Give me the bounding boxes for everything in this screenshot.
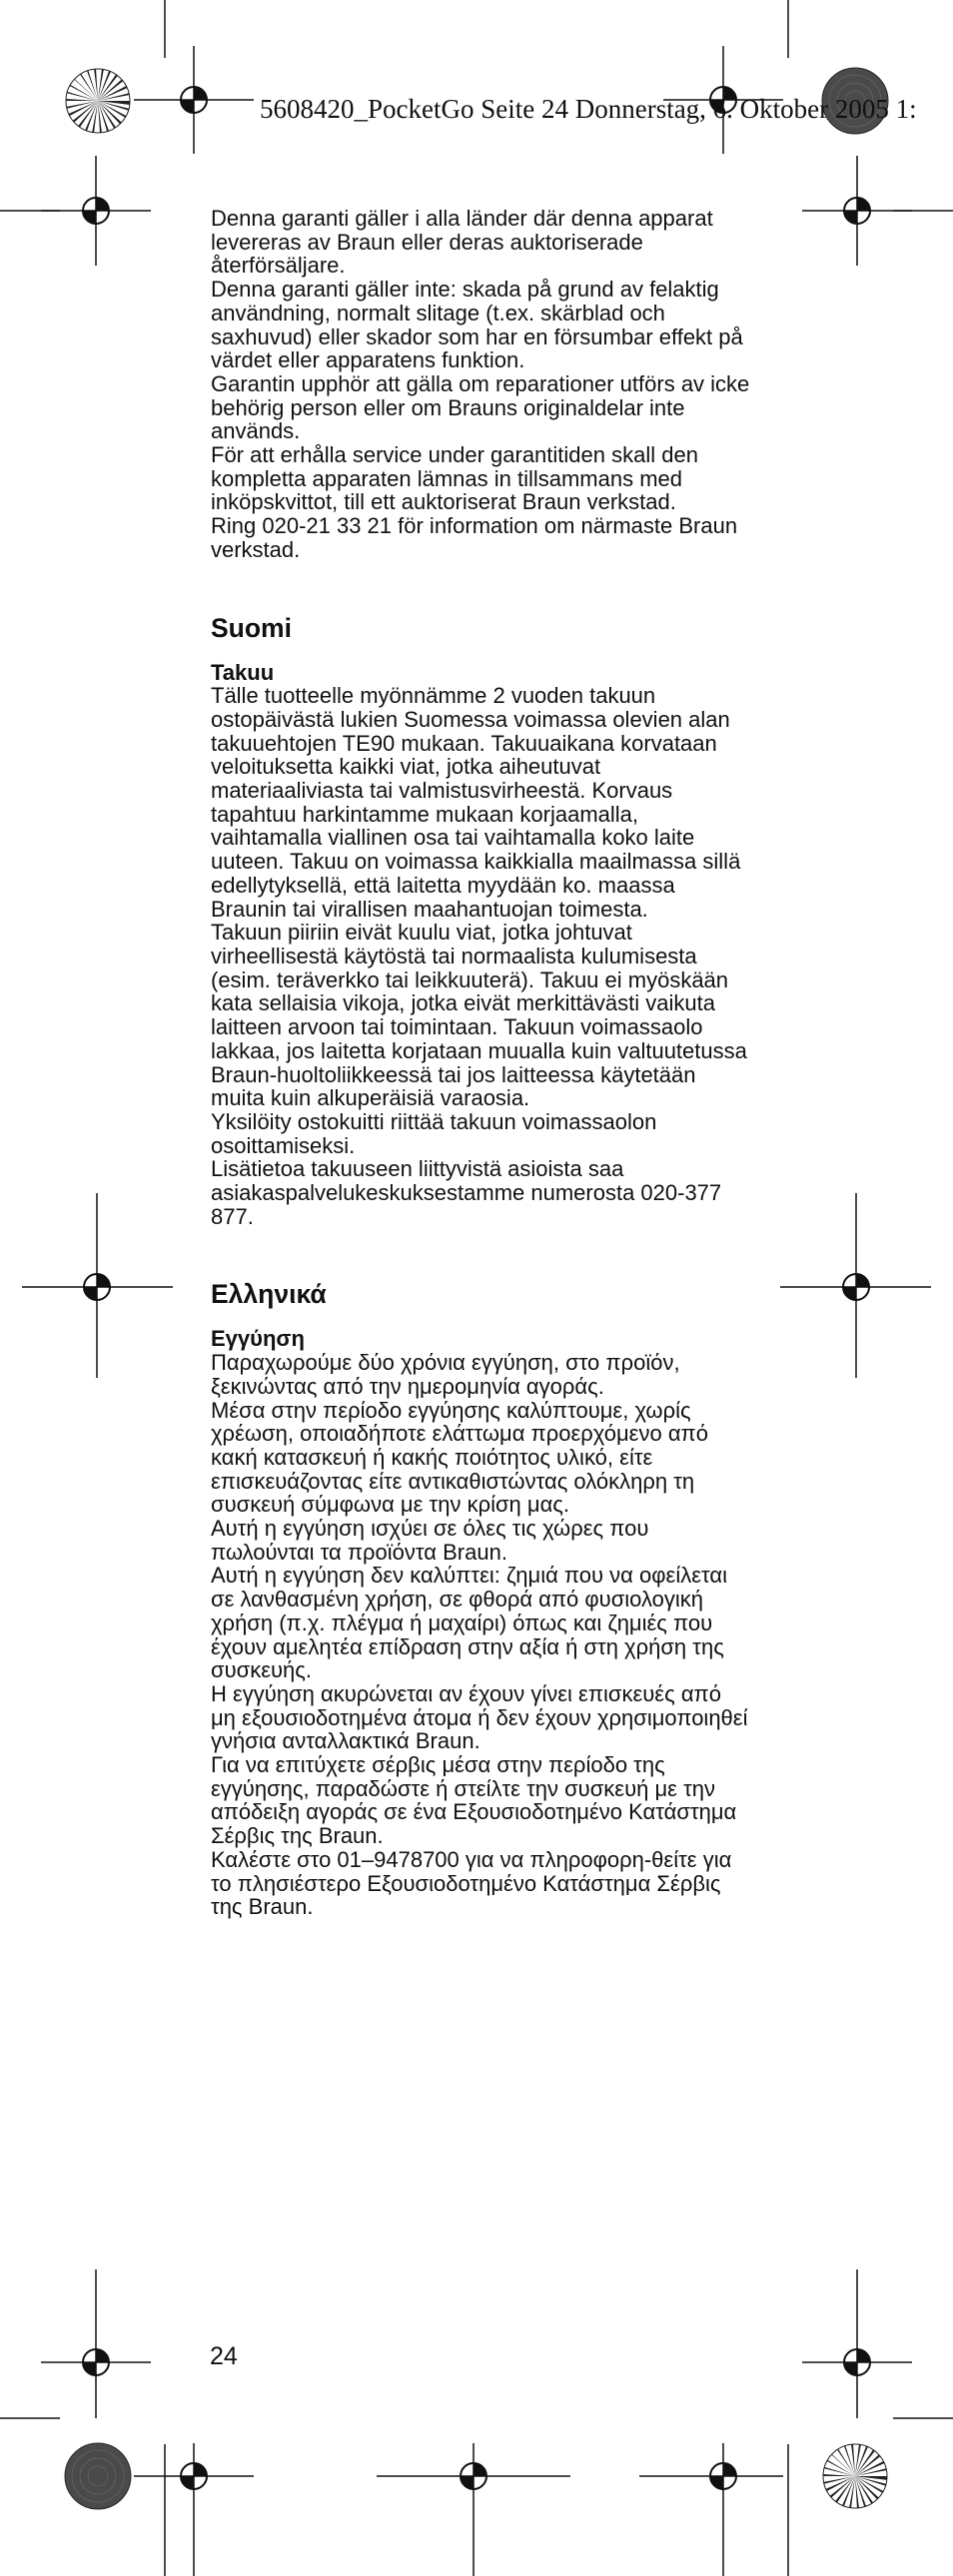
paragraph: Denna garanti gäller i alla länder där denna apparat levereras av Braun eller deras auktoriserade återförsäljare. bbox=[211, 206, 713, 279]
warranty-text-column bbox=[211, 207, 750, 1919]
subheading-warranty-finnish: Takuu bbox=[211, 659, 275, 685]
paragraph: För att erhålla service under garantitiden skall den kompletta apparaten lämnas in tillsammans med inköpskvittot, till ett auktoriserat Braun verkstad. bbox=[211, 442, 698, 515]
paragraph: Lisätietoa takuuseen liittyvistä asioista saa asiakaspalvelukeskuksestamme numerosta 020-377 877. bbox=[211, 1156, 722, 1229]
paragraph: Tälle tuotteelle myönnämme 2 vuoden takuun ostopäivästä lukien Suomessa voimassa olevien alan takuuehtojen TE90 mukaan. Takuuaikana korvataan veloituksetta kaikki viat, jotka aiheutuvat materiaaliviasta tai valmistusvirheestä. Korvaus tapahtuu harkintamme mukaan korjaamalla, vaihtamalla viallinen osa tai vaihtamalla koko laite uuteen. Takuu on voimassa kaikkialla maailmassa sillä edellytyksellä, että laitetta myydään ko. maassa Braunin tai virallisen maahantuojan toimesta. bbox=[211, 683, 741, 922]
subheading-warranty-greek: Εγγύηση bbox=[211, 1326, 305, 1352]
paragraph: Garantin upphör att gälla om reparationer utförs av icke behörig person eller om Brauns originaldelar inte används. bbox=[211, 370, 750, 444]
paragraph: Καλέστε στο 01–9478700 για να πληροφορη-θείτε για το πλησιέστερο Εξουσιοδοτημένο Κατάστημα Σέρβις της Braun. bbox=[211, 1846, 732, 1920]
paragraph: Η εγγύηση ακυρώνεται αν έχουν γίνει επισκευές από μη εξουσιοδοτημένα άτομα ή δεν έχουν χρησιμοποιηθεί γνήσια ανταλλακτικά Braun. bbox=[211, 1680, 748, 1754]
swedish-section bbox=[211, 207, 750, 562]
finnish-section bbox=[211, 613, 750, 1229]
section-heading-finnish: Suomi bbox=[211, 612, 292, 643]
spacer bbox=[211, 1228, 750, 1279]
paragraph: Αυτή η εγγύηση ισχύει σε όλες τις χώρες που πωλούνται τα προϊόντα Braun. bbox=[211, 1516, 649, 1565]
paragraph: Για να επιτύχετε σέρβις μέσα στην περίοδο της εγγύησης, παραδώστε ή στείλτε την συσκευή με την απόδειξη αγοράς σε ένα Εξουσιοδοτημένο Κατάστημα Σέρβις της Braun. bbox=[211, 1752, 737, 1849]
paragraph: Ring 020-21 33 21 för information om närmaste Braun verkstad. bbox=[211, 513, 738, 562]
page-number: 24 bbox=[210, 2342, 238, 2370]
spacer bbox=[211, 562, 750, 613]
greek-section bbox=[211, 1279, 750, 1919]
paragraph: Παραχωρούμε δύο χρόνια εγγύηση, στο προϊόν, ξεκινώντας από την ημερομηνία αγοράς. bbox=[211, 1350, 680, 1399]
paragraph: Μέσα στην περίοδο εγγύησης καλύπτουμε, χωρίς χρέωση, οποιαδήποτε ελάττωμα προερχόμενο από κακή κατασκευή ή κακής ποιότητος υλικό, είτε επισκευάζοντας είτε αντικαθιστώντας ολόκληρη τη συσκευή σύμφωνα με την κρίση μας. bbox=[211, 1397, 708, 1518]
section-heading-greek: Ελληνικά bbox=[211, 1279, 327, 1310]
paragraph: Takuun piiriin eivät kuulu viat, jotka johtuvat virheellisestä käytöstä tai normaalista kulumisesta (esim. teräverkko tai leikkuuterä). Takuu ei myöskään kata sellaisia vikoja, jotka eivät merkittävästi vaikuta laitteen arvoon tai toimintaan. Takuun voimassaolo lakkaa, jos laitetta korjataan muualla kuin valtuutetussa Braun-huoltoliikkeessä tai jos laitteessa käytetään muita kuin alkuperäisiä varaosia. bbox=[211, 920, 747, 1111]
print-slug-header: 5608420_PocketGo Seite 24 Donnerstag, 6. Oktober 2005 1: bbox=[260, 94, 917, 124]
paragraph: Denna garanti gäller inte: skada på grund av felaktig användning, normalt slitage (t.ex. skärblad och saxhuvud) eller skador som har en försumbar effekt på värdet eller apparatens funktion. bbox=[211, 277, 743, 373]
paragraph: Yksilöity ostokuitti riittää takuun voimassaolon osoittamiseksi. bbox=[211, 1108, 657, 1158]
paragraph: Αυτή η εγγύηση δεν καλύπτει: ζημιά που να οφείλεται σε λανθασμένη χρήση, σε φθορά από φυσιολογική χρήση (π.χ. πλέγμα ή μαχαίρι) όπως και ζημιές που έχουν αμελητέα επίδραση στην αξία ή στη χρήση της συσκευής. bbox=[211, 1563, 727, 1683]
